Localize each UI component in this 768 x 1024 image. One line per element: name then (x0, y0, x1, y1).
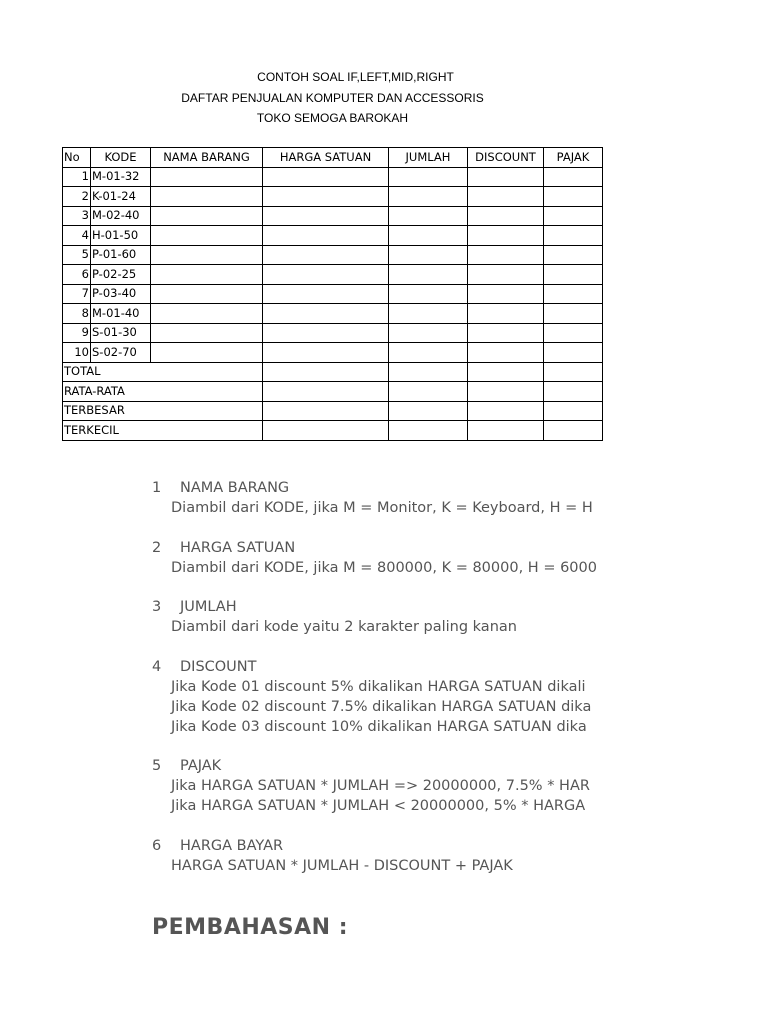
cell-harga-satuan[interactable] (263, 362, 389, 382)
cell-harga-satuan[interactable] (263, 187, 389, 207)
cell-pajak[interactable] (544, 323, 603, 343)
cell-harga-satuan[interactable] (263, 226, 389, 246)
table-row (63, 226, 603, 246)
instruction-item (152, 478, 603, 518)
cell-nama-barang[interactable] (151, 265, 263, 285)
cell-harga-satuan[interactable] (263, 382, 389, 402)
cell-kode[interactable]: K-01-24 (91, 187, 151, 207)
instruction-title: DISCOUNT (180, 658, 257, 675)
cell-discount[interactable] (468, 206, 544, 226)
cell-pajak[interactable] (544, 382, 603, 402)
cell-pajak[interactable] (544, 226, 603, 246)
table-row (63, 167, 603, 187)
cell-kode[interactable]: S-01-30 (91, 323, 151, 343)
cell-jumlah[interactable] (389, 401, 468, 421)
cell-no[interactable]: 4 (63, 226, 91, 246)
header-pajak: PAJAK (544, 148, 603, 168)
cell-harga-satuan[interactable] (263, 421, 389, 441)
cell-nama-barang[interactable] (151, 206, 263, 226)
cell-kode[interactable]: H-01-50 (91, 226, 151, 246)
cell-kode[interactable]: M-01-40 (91, 304, 151, 324)
cell-jumlah[interactable] (389, 187, 468, 207)
instruction-line: Jika Kode 02 discount 7.5% dikalikan HARGA SATUAN dika (171, 698, 592, 715)
cell-harga-satuan[interactable] (263, 343, 389, 363)
cell-nama-barang[interactable] (151, 304, 263, 324)
cell-harga-satuan[interactable] (263, 167, 389, 187)
cell-kode[interactable]: S-02-70 (91, 343, 151, 363)
instruction-line: Diambil dari KODE, jika M = Monitor, K = Keyboard, H = H (171, 500, 593, 516)
cell-pajak[interactable] (544, 421, 603, 441)
table-row (63, 206, 603, 226)
cell-discount[interactable] (468, 421, 544, 441)
summary-label[interactable]: TOTAL (63, 362, 263, 382)
summary-row-rata-rata (63, 382, 603, 402)
instruction-number: 2 (152, 539, 162, 556)
cell-jumlah[interactable] (389, 362, 468, 382)
instruction-item (152, 836, 603, 876)
cell-nama-barang[interactable] (151, 323, 263, 343)
table-row (63, 323, 603, 343)
cell-discount[interactable] (468, 187, 544, 207)
cell-pajak[interactable] (544, 401, 603, 421)
table-row (63, 343, 603, 363)
cell-harga-satuan[interactable] (263, 206, 389, 226)
instruction-line: Diambil dari KODE, jika M = 800000, K = 80000, H = 6000 (171, 559, 597, 576)
header-discount: DISCOUNT (468, 148, 544, 168)
cell-pajak[interactable] (544, 343, 603, 363)
cell-kode[interactable]: P-01-60 (91, 245, 151, 265)
sales-table (62, 147, 603, 441)
cell-nama-barang[interactable] (151, 187, 263, 207)
cell-pajak[interactable] (544, 304, 603, 324)
cell-jumlah[interactable] (389, 226, 468, 246)
cell-discount[interactable] (468, 382, 544, 402)
cell-discount[interactable] (468, 284, 544, 304)
cell-jumlah[interactable] (389, 382, 468, 402)
cell-pajak[interactable] (544, 284, 603, 304)
cell-kode[interactable]: M-01-32 (91, 167, 151, 187)
instruction-line: Jika HARGA SATUAN * JUMLAH < 20000000, 5% * HARGA (171, 798, 586, 814)
instructions-list (152, 478, 603, 895)
cell-nama-barang[interactable] (151, 245, 263, 265)
cell-no[interactable]: 10 (63, 343, 91, 363)
instruction-number: 1 (152, 480, 162, 496)
summary-label[interactable]: TERKECIL (63, 421, 263, 441)
cell-harga-satuan[interactable] (263, 401, 389, 421)
cell-harga-satuan[interactable] (263, 265, 389, 285)
instruction-line: Jika Kode 01 discount 5% dikalikan HARGA SATUAN dikali (171, 678, 586, 695)
instruction-title: PAJAK (180, 758, 222, 774)
cell-jumlah[interactable] (389, 323, 468, 343)
instruction-number: 6 (152, 837, 162, 854)
table-row (63, 245, 603, 265)
cell-harga-satuan[interactable] (263, 284, 389, 304)
cell-no[interactable]: 7 (63, 284, 91, 304)
cell-discount[interactable] (468, 343, 544, 363)
cell-jumlah[interactable] (389, 343, 468, 363)
cell-kode[interactable]: P-02-25 (91, 265, 151, 285)
header-kode: KODE (91, 148, 151, 168)
instruction-title: HARGA BAYAR (180, 837, 284, 854)
cell-jumlah[interactable] (389, 245, 468, 265)
title-line-3: TOKO SEMOGA BAROKAH (256, 111, 409, 125)
cell-discount[interactable] (468, 167, 544, 187)
table-row (63, 265, 603, 285)
title-line-2: DAFTAR PENJUALAN KOMPUTER DAN ACCESSORIS (181, 90, 484, 105)
cell-jumlah[interactable] (389, 167, 468, 187)
instruction-item (152, 597, 603, 637)
cell-pajak[interactable] (544, 187, 603, 207)
cell-nama-barang[interactable] (151, 167, 263, 187)
document-titles (62, 68, 603, 130)
instruction-title: NAMA BARANG (180, 480, 290, 496)
instruction-item (152, 538, 603, 578)
cell-no[interactable]: 6 (63, 265, 91, 285)
instruction-number: 5 (152, 758, 162, 774)
cell-jumlah[interactable] (389, 206, 468, 226)
cell-kode[interactable]: P-03-40 (91, 284, 151, 304)
header-no: No (63, 148, 91, 168)
cell-pajak[interactable] (544, 167, 603, 187)
summary-label[interactable]: RATA-RATA (63, 382, 263, 402)
table-row (63, 304, 603, 324)
section-heading-pembahasan: PEMBAHASAN : (152, 915, 349, 940)
cell-pajak[interactable] (544, 362, 603, 382)
header-harga-satuan: HARGA SATUAN (263, 148, 389, 168)
cell-harga-satuan[interactable] (263, 323, 389, 343)
cell-nama-barang[interactable] (151, 343, 263, 363)
header-row (63, 148, 603, 168)
cell-no[interactable]: 8 (63, 304, 91, 324)
summary-row-terbesar (63, 401, 603, 421)
title-line-1: CONTOH SOAL IF,LEFT,MID,RIGHT (257, 70, 454, 84)
cell-discount[interactable] (468, 362, 544, 382)
instruction-line: HARGA SATUAN * JUMLAH - DISCOUNT + PAJAK (171, 857, 513, 874)
cell-nama-barang[interactable] (151, 284, 263, 304)
cell-no[interactable]: 5 (63, 245, 91, 265)
instruction-number: 3 (152, 599, 162, 615)
table-row (63, 187, 603, 207)
cell-discount[interactable] (468, 323, 544, 343)
cell-pajak[interactable] (544, 245, 603, 265)
cell-no[interactable]: 9 (63, 323, 91, 343)
summary-label[interactable]: TERBESAR (63, 401, 263, 421)
cell-jumlah[interactable] (389, 421, 468, 441)
instruction-line: Jika Kode 03 discount 10% dikalikan HARGA SATUAN dika (171, 718, 587, 735)
cell-discount[interactable] (468, 226, 544, 246)
cell-jumlah[interactable] (389, 284, 468, 304)
instruction-item (152, 756, 603, 816)
cell-harga-satuan[interactable] (263, 245, 389, 265)
cell-nama-barang[interactable] (151, 226, 263, 246)
instruction-line: Diambil dari kode yaitu 2 karakter paling kanan (171, 619, 517, 635)
cell-harga-satuan[interactable] (263, 304, 389, 324)
cell-jumlah[interactable] (389, 265, 468, 285)
cell-no[interactable]: 3 (63, 206, 91, 226)
header-jumlah: JUMLAH (389, 148, 468, 168)
cell-discount[interactable] (468, 245, 544, 265)
table-row (63, 284, 603, 304)
header-nama-barang: NAMA BARANG (151, 148, 263, 168)
instruction-item (152, 657, 603, 737)
cell-kode[interactable]: M-02-40 (91, 206, 151, 226)
instruction-line: Jika HARGA SATUAN * JUMLAH => 20000000, 7.5% * HAR (171, 778, 590, 794)
instruction-number: 4 (152, 658, 162, 675)
cell-discount[interactable] (468, 401, 544, 421)
cell-pajak[interactable] (544, 206, 603, 226)
cell-discount[interactable] (468, 265, 544, 285)
instruction-title: HARGA SATUAN (180, 539, 296, 556)
cell-jumlah[interactable] (389, 304, 468, 324)
cell-no[interactable]: 1 (63, 167, 91, 187)
cell-discount[interactable] (468, 304, 544, 324)
cell-no[interactable]: 2 (63, 187, 91, 207)
instruction-title: JUMLAH (180, 599, 237, 615)
cell-pajak[interactable] (544, 265, 603, 285)
summary-row-total (63, 362, 603, 382)
summary-row-terkecil (63, 421, 603, 441)
